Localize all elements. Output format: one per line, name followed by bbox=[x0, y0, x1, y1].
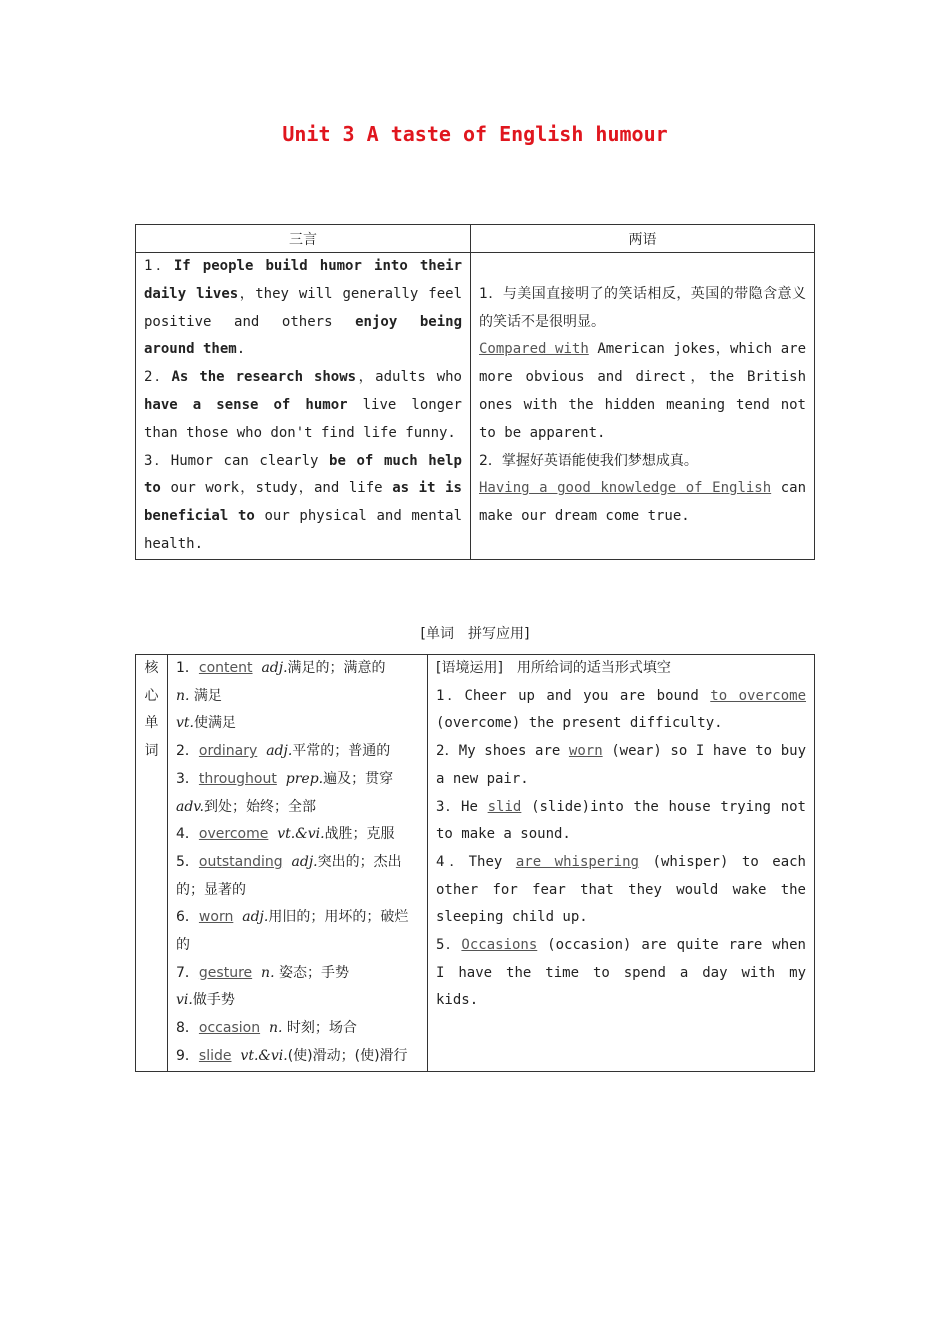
exercise-item bbox=[436, 849, 806, 932]
word-entry bbox=[176, 821, 419, 849]
sentence-text: Humor can clearly bbox=[170, 452, 330, 469]
vocab-word: outstanding bbox=[198, 853, 283, 870]
word-entry bbox=[176, 766, 419, 794]
sentence-text: 3． bbox=[144, 452, 171, 469]
sentence-text: our physical and mental health. bbox=[144, 508, 463, 552]
page-title: Unit 3 A taste of English humour bbox=[282, 122, 668, 146]
key-phrase: enjoy being around them bbox=[144, 313, 463, 358]
key-phrase: be of much help to bbox=[144, 452, 462, 497]
word-number: 5． bbox=[176, 853, 199, 870]
exercise-answer: to overcome bbox=[710, 687, 807, 704]
sentence-text: 2． bbox=[144, 369, 172, 386]
category-char: 核 bbox=[144, 660, 159, 676]
exercise-text: My shoes are bbox=[458, 743, 569, 760]
vocabulary-table bbox=[135, 654, 815, 1072]
key-phrase: As the research shows bbox=[171, 369, 357, 386]
word-entry bbox=[176, 655, 419, 683]
exercise-text: (whisper) to each other for fear that they would wake the sleeping child up. bbox=[436, 853, 806, 926]
vocab-word: gesture bbox=[198, 964, 253, 981]
word-meaning: 时刻；场合 bbox=[282, 1020, 357, 1037]
word-entry bbox=[176, 960, 419, 988]
vocab-word: slide bbox=[198, 1047, 232, 1064]
vocab-word: occasion bbox=[198, 1020, 261, 1037]
word-extra-sense bbox=[176, 710, 419, 738]
vocab-word: overcome bbox=[198, 826, 269, 843]
key-sentence bbox=[144, 364, 462, 447]
vocab-word: worn bbox=[198, 909, 234, 926]
part-of-speech: adj. bbox=[291, 853, 318, 870]
word-number: 4． bbox=[176, 826, 199, 843]
exercise-answer: Occasions bbox=[461, 937, 538, 954]
sentence-text: 1． bbox=[144, 258, 174, 274]
exercise-number: 2． bbox=[436, 743, 459, 760]
part-of-speech: vt.&vi. bbox=[277, 826, 325, 843]
english-translation bbox=[479, 336, 806, 447]
sentence-text: . bbox=[236, 341, 246, 358]
category-char: 单 bbox=[144, 715, 159, 732]
part-of-speech: adj. bbox=[261, 660, 288, 676]
translation-text: can make our dream come true. bbox=[479, 480, 807, 525]
category-char: 词 bbox=[144, 743, 159, 760]
translation-cell bbox=[471, 253, 815, 560]
word-meaning: 做手势 bbox=[192, 992, 235, 1009]
word-number: 1． bbox=[176, 660, 199, 676]
exercise-text: (occasion) are quite rare when I have the time to spend a day with my kids. bbox=[436, 937, 806, 1009]
word-number: 6． bbox=[176, 909, 199, 926]
part-of-speech: prep. bbox=[285, 770, 324, 787]
key-phrase-underlined: Compared with bbox=[479, 341, 589, 358]
word-list-cell bbox=[168, 655, 428, 1072]
exercise-text: They bbox=[468, 853, 516, 870]
key-phrase: as it is beneficial to bbox=[144, 480, 462, 525]
sentences-table bbox=[135, 224, 815, 560]
sentence-text: ，they will generally feel positive and others bbox=[144, 285, 462, 330]
header-left: 三言 bbox=[136, 225, 471, 253]
exercise-answer: worn bbox=[568, 743, 603, 760]
word-meaning: 突出的；杰出的；显著的 bbox=[176, 853, 402, 898]
exercise-item bbox=[436, 794, 806, 849]
exercise-text: (overcome) the present difficulty. bbox=[436, 715, 723, 732]
key-sentences-cell bbox=[136, 253, 471, 560]
sentence-text: our work，study，and life bbox=[160, 480, 393, 497]
chinese-sentence: 2．掌握好英语能使我们梦想成真。 bbox=[479, 452, 698, 469]
vocab-word: content bbox=[198, 660, 253, 676]
translation-text: American jokes，which are more obvious and direct，the British ones with the hidden meaning tend not to be apparent. bbox=[479, 341, 806, 441]
vocab-word: throughout bbox=[198, 770, 277, 787]
word-meaning: 满足 bbox=[189, 687, 222, 704]
part-of-speech: vt.&vi. bbox=[240, 1047, 288, 1064]
exercise-answer: slid bbox=[487, 798, 522, 815]
word-meaning: 姿态；手势 bbox=[274, 964, 349, 981]
word-extra-sense bbox=[176, 987, 419, 1015]
exercise-number: 3． bbox=[436, 798, 462, 815]
header-right: 两语 bbox=[471, 225, 815, 253]
exercise-header: [语境运用] 用所给词的适当形式填空 bbox=[436, 660, 671, 676]
part-of-speech: adj. bbox=[242, 909, 269, 926]
exercise-cell bbox=[428, 655, 815, 1072]
word-meaning: 满足的；满意的 bbox=[287, 660, 386, 676]
key-sentence bbox=[144, 253, 462, 364]
word-number: 9． bbox=[176, 1047, 199, 1064]
word-meaning: 使满足 bbox=[194, 715, 236, 732]
word-meaning: 到处；始终；全部 bbox=[204, 798, 317, 815]
word-entry bbox=[176, 849, 419, 904]
vocab-word: ordinary bbox=[198, 743, 258, 760]
word-meaning: 战胜；克服 bbox=[324, 826, 395, 843]
word-meaning: 平常的；普通的 bbox=[292, 743, 391, 760]
word-number: 8． bbox=[176, 1020, 199, 1037]
part-of-speech: vt. bbox=[176, 715, 194, 732]
exercise-item bbox=[436, 683, 806, 738]
part-of-speech: n. bbox=[176, 687, 190, 704]
word-meaning: 用旧的；用坏的；破烂的 bbox=[176, 909, 409, 954]
word-extra-sense bbox=[176, 683, 419, 711]
word-meaning: (使)滑动；(使)滑行 bbox=[287, 1047, 408, 1064]
exercise-number: 1． bbox=[436, 687, 465, 704]
category-char: 心 bbox=[144, 687, 159, 704]
exercise-answer: are whispering bbox=[515, 853, 639, 870]
word-number: 7． bbox=[176, 964, 199, 981]
word-entry bbox=[176, 1043, 419, 1071]
part-of-speech: adj. bbox=[266, 743, 293, 760]
exercise-text: He bbox=[461, 798, 488, 815]
exercise-text: Cheer up and you are bound bbox=[464, 687, 711, 704]
section-caption: [单词 拼写应用] bbox=[420, 626, 530, 642]
word-extra-sense bbox=[176, 794, 419, 822]
word-entry bbox=[176, 738, 419, 766]
sentence-text: live longer than those who don't find life funny. bbox=[144, 396, 462, 441]
english-translation bbox=[479, 475, 806, 531]
word-entry bbox=[176, 1015, 419, 1043]
key-phrase-underlined: Having a good knowledge of English bbox=[479, 480, 772, 497]
part-of-speech: n. bbox=[261, 964, 275, 981]
chinese-sentence: 1．与美国直接明了的笑话相反，英国的带隐含意义的笑话不是很明显。 bbox=[479, 285, 806, 330]
exercise-item bbox=[436, 932, 806, 1015]
exercise-number: 5． bbox=[436, 937, 462, 954]
key-phrase: If people build humor into their daily lives bbox=[144, 258, 463, 302]
word-entry bbox=[176, 904, 419, 959]
key-phrase: have a sense of humor bbox=[144, 396, 348, 413]
word-number: 3． bbox=[176, 770, 199, 787]
exercise-item bbox=[436, 738, 806, 793]
part-of-speech: n. bbox=[269, 1020, 283, 1037]
word-meaning: 遍及；贯穿 bbox=[323, 770, 394, 787]
word-number: 2． bbox=[176, 743, 199, 760]
exercise-text: (wear) so I have to buy a new pair. bbox=[436, 743, 807, 787]
category-cell bbox=[136, 655, 168, 1072]
part-of-speech: adv. bbox=[176, 798, 205, 815]
key-sentence bbox=[144, 448, 462, 559]
exercise-text: (slide)into the house trying not to make a sound. bbox=[436, 798, 806, 843]
sentence-text: ，adults who bbox=[356, 369, 462, 386]
part-of-speech: vi. bbox=[176, 992, 193, 1009]
exercise-number: 4． bbox=[436, 853, 469, 870]
